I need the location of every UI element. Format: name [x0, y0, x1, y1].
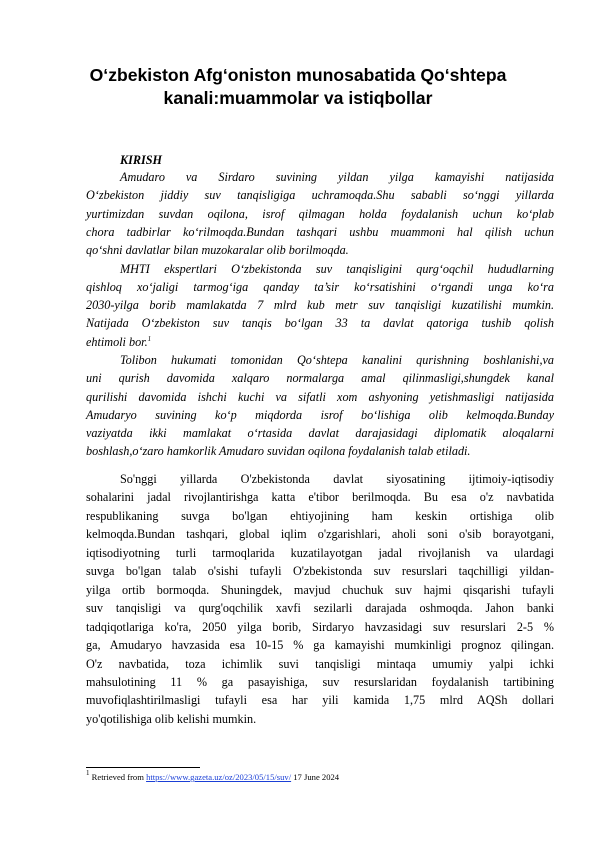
- text-line-content: ehtimoli bor.: [86, 334, 148, 349]
- text-line: vaziyatda ikki mamlakat o‘rtasida davlat darajasidagi diplomatik aloqalarni: [86, 426, 554, 441]
- text-line: suvga bo'lgan talab o'sishi tufayli O'zbekistonda suv resurslari taqchilligi yildan-: [86, 564, 554, 579]
- text-line: sohalarini jadal rivojlantirishga katta e'tibor berilmoqda. Bu esa o'z navbatida: [86, 490, 554, 505]
- text-line: boshlash,o‘zaro hamkorlik Amudaro suvidan oqilona foydalanish talab etiladi.: [86, 444, 471, 459]
- footnote-reference: 1: [147, 334, 152, 343]
- document-title: [86, 64, 510, 110]
- text-line: ga, Amudaryo havzasida esa 10-15 % ga kamayishi mumkinligi prognoz qilingan.: [86, 638, 554, 653]
- paragraph-context: [86, 470, 554, 728]
- text-line: Amudaro va Sirdaro suvining yildan yilga kamayishi natijasida: [120, 170, 554, 184]
- footnote-source-link[interactable]: https://www.gazeta.uz/oz/2023/05/15/suv/: [146, 772, 292, 782]
- text-line: yilga ortib bormoqda. Shuningdek, mavjud chuchuk suv hajmi qisqarishi tufayli: [86, 582, 554, 597]
- text-line: iqtisodiyotning turli tarmoqlarida kuzatilayotgan jadal rivojlanish va ulardagi: [86, 545, 554, 560]
- title-line-2: kanali:muammolar va istiqbollar: [163, 88, 433, 108]
- text-line: So'nggi yillarda O'zbekistonda davlat siyosatining ijtimoiy-iqtisodiy: [120, 472, 554, 486]
- text-line: MHTI ekspertlari O‘zbekistonda suv tanqisligini qurg‘oqchil hududlarning: [120, 261, 554, 276]
- text-line: [86, 333, 554, 351]
- text-line: respublikaning suvga bo'lgan ehtiyojining ham keskin ortishiga olib: [86, 508, 554, 523]
- text-line: yurtimizdan suvdan oqilona, isrof qilmagan holda foydalanish uchun ko‘plab: [86, 206, 554, 221]
- text-line: Natijada O‘zbekiston suv tanqis bo‘lgan 33 ta davlat qatoriga tushib qolish: [86, 316, 554, 331]
- text-line: tadqiqotlariga ko'ra, 2050 yilga borib, Sirdaryo havzasidagi suv resurslari 2-5 %: [86, 619, 554, 634]
- footnote-mark: 1: [86, 769, 90, 777]
- text-line: O'z navbatida, toza ichimlik suvi tanqisligi mintaqa umumiy yalpi ichki: [86, 656, 554, 671]
- footnote-date: 17 June 2024: [291, 772, 340, 782]
- section-heading: KIRISH: [120, 153, 163, 167]
- footnote-prefix: Retrieved from: [89, 772, 147, 782]
- text-line: uni qurish davomida xalqaro normalarga amal qilinmasligi,shungdek kanal: [86, 371, 554, 386]
- text-line: yo'qotilishiga olib kelishi mumkin.: [86, 711, 257, 726]
- text-line: qurilishi davomida ishchi kuchi va sifatli xom ashyoning yetishmasligi natijasida: [86, 389, 554, 404]
- footnote-divider: [86, 767, 200, 768]
- text-line: chora tadbirlar ko‘rilmoqda.Bundan tashqari ushbu muammoni hal qilish uchun: [86, 224, 554, 239]
- text-line: muvofiqlashtirilmasligi tufayli esa har yili kamida 1,75 mlrd AQSh dollari: [86, 693, 554, 708]
- text-line: 2030-yilga borib mamlakatda 7 mlrd kub metr suv tanqisligi kuzatilishi mumkin.: [86, 298, 554, 313]
- title-line-1: O‘zbekiston Afg‘oniston munosabatida Qo‘shtepa: [89, 65, 507, 85]
- paragraph-intro: [86, 168, 554, 259]
- text-line: Tolibon hukumati tomonidan Qo‘shtepa kanalini qurishning boshlanishi,va: [120, 353, 554, 367]
- footnote: [86, 769, 340, 783]
- paragraph-mhti: [86, 260, 554, 351]
- text-line: qo‘shni davlatlar bilan muzokaralar olib borilmoqda.: [86, 243, 349, 258]
- text-line: O‘zbekiston jiddiy suv tanqisligiga uchramoqda.Shu sababli so‘nggi yillarda: [86, 188, 554, 203]
- text-line: qishloq xo‘jaligi tarmog‘iga qanday ta’sir ko‘rsatishini o‘rgandi unga ko‘ra: [86, 279, 554, 294]
- text-line: Amudaryo suvining ko‘p miqdorda isrof bo‘lishiga olib kelmoqda.Bunday: [86, 407, 554, 422]
- text-line: suv tanqisligi va qurg'oqchilik xavfi sezilarli darajada oshmoqda. Jahon banki: [86, 601, 554, 616]
- text-line: mahsulotining 11 % ga pasayishiga, suv resurslaridan foydalanish tartibining: [86, 674, 554, 689]
- paragraph-taliban: [86, 351, 554, 461]
- text-line: kelmoqda.Bundan tashqari, global iqlim o'zgarishlari, aholi soni o'sib borayotgani,: [86, 527, 554, 542]
